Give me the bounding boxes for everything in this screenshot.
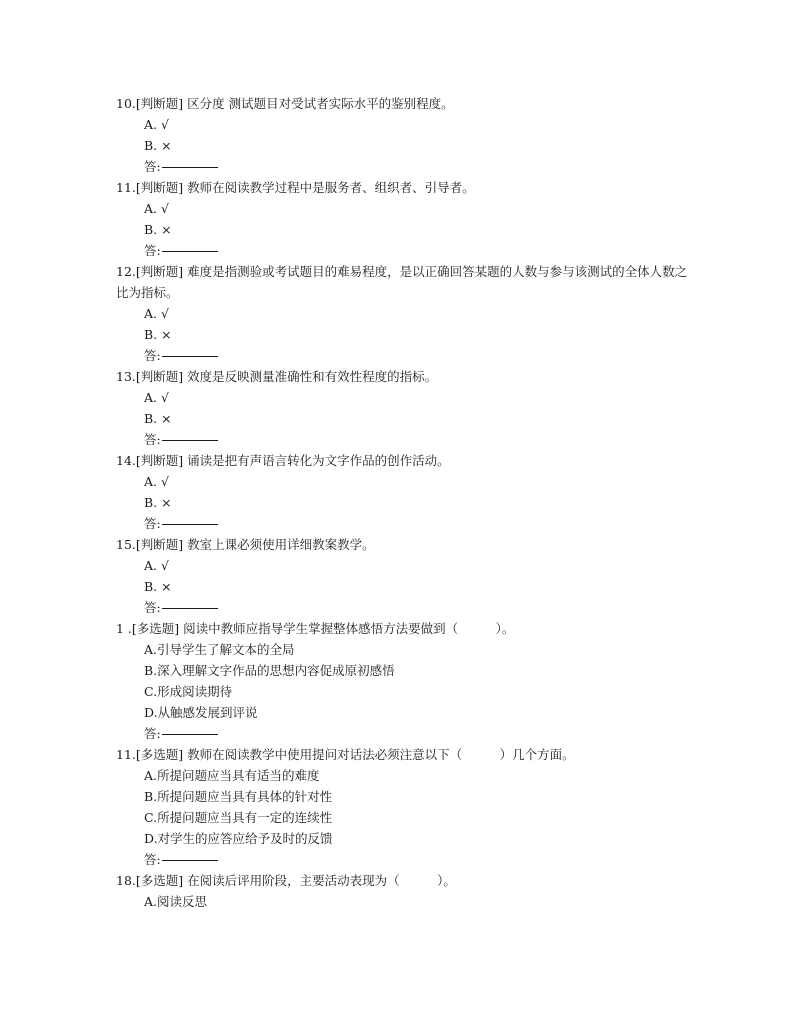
question-block bbox=[116, 450, 696, 534]
answer-option: A.所提问题应当具有适当的难度 bbox=[144, 768, 320, 783]
answer-row bbox=[116, 849, 696, 870]
answer-blank-line bbox=[162, 524, 218, 525]
answer-option: B. × bbox=[144, 411, 172, 426]
answer-blank-line bbox=[162, 734, 218, 735]
answer-option: C.形成阅读期待 bbox=[144, 684, 233, 699]
question-list bbox=[116, 93, 696, 912]
answer-blank-line bbox=[162, 251, 218, 252]
answer-label: 答: bbox=[144, 432, 161, 447]
answer-label: 答: bbox=[144, 600, 161, 615]
question-block bbox=[116, 177, 696, 261]
question-block bbox=[116, 870, 696, 912]
answer-label: 答: bbox=[144, 159, 161, 174]
answer-option: B.深入理解文字作品的思想内容促成原初感悟 bbox=[144, 663, 395, 678]
answer-blank-line bbox=[162, 440, 218, 441]
answer-row bbox=[116, 723, 696, 744]
answer-option: C.所提问题应当具有一定的连续性 bbox=[144, 810, 333, 825]
answer-blank-line bbox=[162, 167, 218, 168]
answer-label: 答: bbox=[144, 243, 161, 258]
answer-option: A. √ bbox=[144, 306, 169, 321]
answer-row bbox=[116, 597, 696, 618]
question-stem: 18.[多选题] 在阅读后评用阶段，主要活动表现为（ ）。 bbox=[116, 873, 456, 888]
answer-option: D.对学生的应答应给予及时的反馈 bbox=[144, 831, 333, 846]
answer-option: A. √ bbox=[144, 201, 169, 216]
question-stem: 14.[判断题] 诵读是把有声语言转化为文字作品的创作活动。 bbox=[116, 453, 450, 468]
answer-option: A.引导学生了解文本的全局 bbox=[144, 642, 295, 657]
question-block bbox=[116, 261, 696, 366]
answer-option: B. × bbox=[144, 138, 172, 153]
question-block bbox=[116, 618, 696, 744]
answer-option: A.阅读反思 bbox=[144, 894, 208, 909]
question-stem: 11.[多选题] 教师在阅读教学中使用提问对话法必须注意以下（ ）几个方面。 bbox=[116, 747, 575, 762]
answer-row bbox=[116, 345, 696, 366]
answer-option: A. √ bbox=[144, 558, 169, 573]
question-block bbox=[116, 366, 696, 450]
answer-label: 答: bbox=[144, 726, 161, 741]
answer-row bbox=[116, 513, 696, 534]
answer-label: 答: bbox=[144, 348, 161, 363]
answer-option: B. × bbox=[144, 327, 172, 342]
question-stem: 13.[判断题] 效度是反映测量准确性和有效性程度的指标。 bbox=[116, 369, 438, 384]
answer-label: 答: bbox=[144, 516, 161, 531]
question-stem: 1 .[多选题] 阅读中教师应指导学生掌握整体感悟方法要做到（ ）。 bbox=[116, 621, 515, 636]
answer-option: A. √ bbox=[144, 474, 169, 489]
answer-row bbox=[116, 429, 696, 450]
answer-option: B.所提问题应当具有具体的针对性 bbox=[144, 789, 333, 804]
question-block bbox=[116, 534, 696, 618]
question-stem: 15.[判断题] 教室上课必须使用详细教案教学。 bbox=[116, 537, 375, 552]
question-block bbox=[116, 93, 696, 177]
question-block bbox=[116, 744, 696, 870]
answer-option: A. √ bbox=[144, 390, 169, 405]
answer-blank-line bbox=[162, 608, 218, 609]
answer-row bbox=[116, 156, 696, 177]
answer-label: 答: bbox=[144, 852, 161, 867]
question-stem: 11.[判断题] 教师在阅读教学过程中是服务者、组织者、引导者。 bbox=[116, 180, 475, 195]
answer-row bbox=[116, 240, 696, 261]
answer-option: B. × bbox=[144, 579, 172, 594]
answer-option: B. × bbox=[144, 495, 172, 510]
answer-blank-line bbox=[162, 356, 218, 357]
question-stem: 10.[判断题] 区分度 测试题目对受试者实际水平的鉴别程度。 bbox=[116, 96, 454, 111]
answer-blank-line bbox=[162, 860, 218, 861]
answer-option: B. × bbox=[144, 222, 172, 237]
answer-option: D.从触感发展到评说 bbox=[144, 705, 258, 720]
answer-option: A. √ bbox=[144, 117, 169, 132]
question-stem: 12.[判断题] 难度是指测验或考试题目的难易程度，是以正确回答某题的人数与参与该测试的全体人数之比为指标。 bbox=[116, 264, 688, 300]
